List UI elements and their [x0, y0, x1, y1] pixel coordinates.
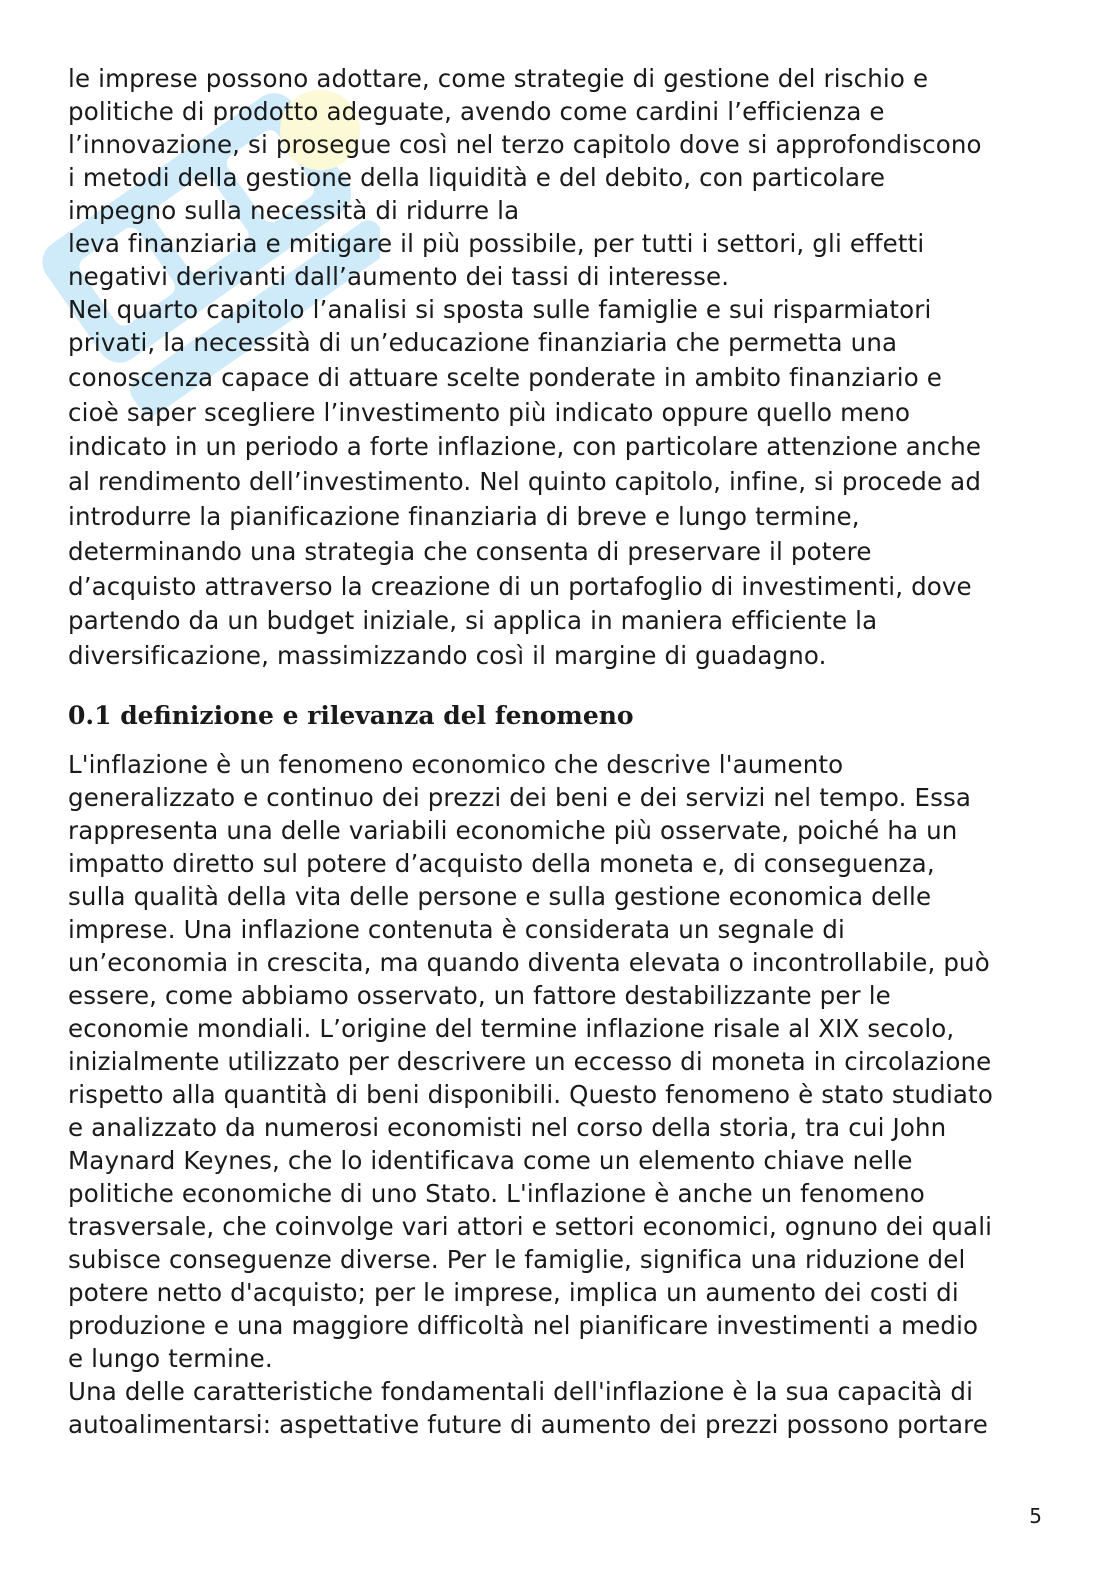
- page-number: 5: [1029, 1504, 1042, 1528]
- intro-paragraph-2: privati, la necessità di un’educazione finanziaria che permetta una conoscenza capace di attuare scelte ponderate in ambito finanziario e cioè saper scegliere l’investimento più indicato oppure quello meno indicato in un periodo a forte inflazione, con particolare attenzione anche al rendimento dell’investimento. Nel quinto capitolo, infine, si procede ad introdurre la pianificazione finanziaria di breve e lungo termine, determinando una strategia che consenta di preservare il potere d’acquisto attraverso la creazione di un portafoglio di investimenti, dove partendo da un budget iniziale, si applica in maniera efficiente la diversificazione, massimizzando così il margine di guadagno.: [68, 328, 982, 671]
- document-page: [68, 62, 1053, 1441]
- intro-paragraph-1: le imprese possono adottare, come strategie di gestione del rischio e politiche di prodotto adeguate, avendo come cardini l’efficienza e l’innovazione, si prosegue così nel terzo capitolo dove si approfondiscono i metodi della gestione della liquidità e del debito, con particolare impegno sulla necessità di ridurre la leva finanziaria e mitigare il più possibile, per tutti i settori, gli effetti negativi derivanti dall’aumento dei tassi di interesse. Nel quarto capitolo l’analisi si sposta sulle famiglie e sui risparmiatori: [68, 64, 982, 324]
- section-heading: 0.1 definizione e rilevanza del fenomeno: [68, 700, 634, 730]
- section-paragraph-1: L'inflazione è un fenomeno economico che descrive l'aumento generalizzato e continuo dei prezzi dei beni e dei servizi nel tempo. Essa rappresenta una delle variabili economiche più osservate, poiché ha un impatto diretto sul potere d’acquisto della moneta e, di conseguenza, sulla qualità della vita delle persone e sulla gestione economica delle imprese. Una inflazione contenuta è considerata un segnale di un’economia in crescita, ma quando diventa elevata o incontrollabile, può essere, come abbiamo osservato, un fattore destabilizzante per le economie mondiali. L’origine del termine inflazione risale al XIX secolo, inizialmente utilizzato per descrivere un eccesso di moneta in circolazione rispetto alla quantità di beni disponibili. Questo fenomeno è stato studiato e analizzato da numerosi economisti nel corso della storia, tra cui John Maynard Keynes, che lo identificava come un elemento chiave nelle politiche economiche di uno Stato. L'inflazione è anche un fenomeno trasversale, che coinvolge vari attori e settori economici, ognuno dei quali subisce conseguenze diverse. Per le famiglie, significa una riduzione del potere netto d'acquisto; per le imprese, implica un aumento dei costi di produzione e una maggiore difficoltà nel pianificare investimenti a medio e lungo termine. Una delle caratteristiche fondamentali dell'inflazione è la sua capacità di autoalimentarsi: aspettative future di aumento dei prezzi possono portare: [68, 749, 993, 1439]
